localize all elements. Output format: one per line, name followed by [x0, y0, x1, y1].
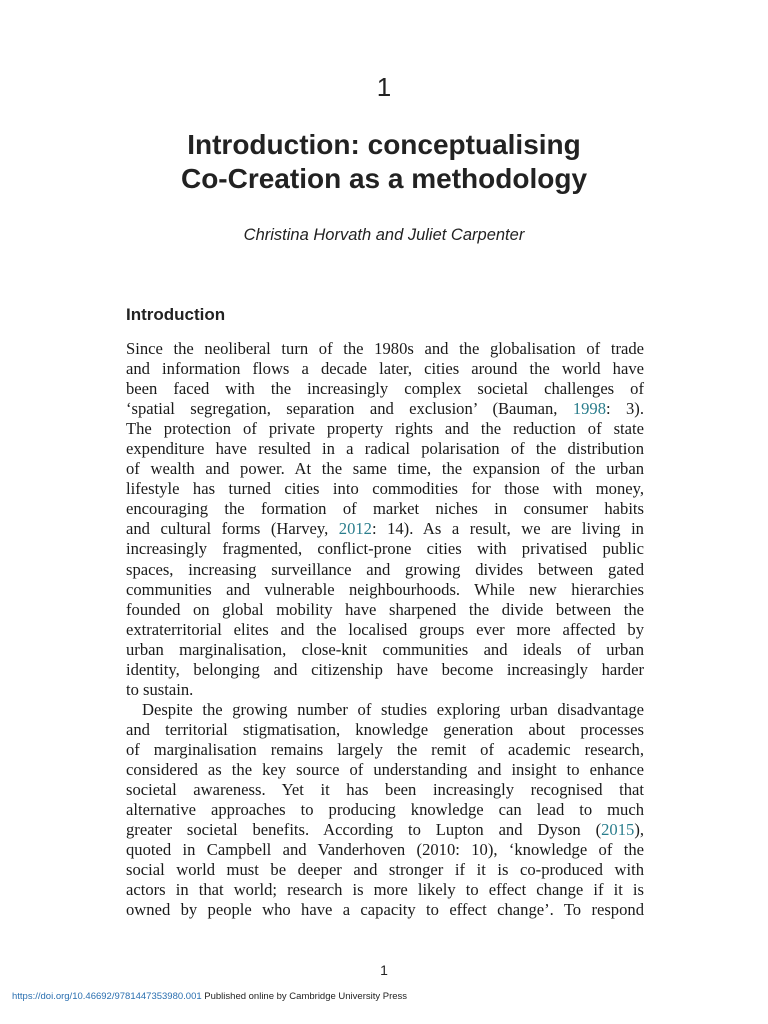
paragraph-2-line — [126, 820, 644, 840]
paragraph-1-line: and information flows a decade later, cities around the world have — [126, 359, 644, 379]
paragraph-2-line: considered as the key source of understanding and insight to enhance — [126, 759, 644, 779]
chapter-authors: Christina Horvath and Juliet Carpenter — [243, 226, 525, 244]
paragraph-1-line: identity, belonging and citizenship have become increasingly harder — [126, 659, 644, 679]
paragraph-2-line: societal awareness. Yet it has been increasingly recognised that — [126, 780, 644, 800]
citation-link-1998[interactable]: 1998 — [572, 399, 607, 419]
page-number: 1 — [380, 962, 388, 978]
paragraph-1-line: Since the neoliberal turn of the 1980s and the globalisation of trade — [126, 339, 644, 358]
chapter-title-line-2: Co-Creation as a methodology — [180, 163, 588, 194]
paragraph-1-line: been faced with the increasingly complex societal challenges of — [126, 379, 644, 399]
chapter-title-line-1: Introduction: conceptualising — [187, 129, 581, 160]
paragraph-2-line: owned by people who have a capacity to effect change’. To respond — [126, 900, 644, 920]
chapter-number: 1 — [376, 72, 392, 102]
footer — [12, 991, 407, 1002]
paragraph-1-line: expenditure have resulted in a radical polarisation of the distribution — [126, 439, 644, 459]
line-text: ), — [634, 820, 644, 840]
publisher-note: Published online by Cambridge University Press — [201, 991, 408, 1002]
citation-link-2015[interactable]: 2015 — [601, 820, 635, 840]
paragraph-2-line: Despite the growing number of studies exploring urban disadvantage — [142, 699, 644, 719]
line-text: : 14). As a result, we are living in — [371, 519, 644, 539]
chapter-title — [0, 128, 768, 196]
paragraph-1-line: founded on global mobility have sharpened the divide between the — [126, 599, 644, 619]
paragraph-2-line: quoted in Campbell and Vanderhoven (2010: 10), ‘knowledge of the — [126, 840, 644, 860]
paragraph-1-line — [126, 519, 644, 539]
paragraph-1-line: increasingly fragmented, conflict-prone cities with privatised public — [126, 539, 644, 559]
paragraph-1-line: communities and vulnerable neighbourhoods. While new hierarchies — [126, 579, 644, 599]
paragraph-1-line: spaces, increasing surveillance and growing divides between gated — [126, 559, 644, 579]
body-text — [126, 339, 644, 920]
paragraph-1-line: lifestyle has turned cities into commodities for those with money, — [126, 479, 644, 499]
line-text: and cultural forms (Harvey, — [126, 519, 339, 539]
citation-link-2012[interactable]: 2012 — [338, 519, 372, 539]
paragraph-1-line: The protection of private property rights and the reduction of state — [126, 419, 644, 439]
paragraph-2-line: actors in that world; research is more likely to effect change if it is — [126, 880, 644, 900]
line-text: ‘spatial segregation, separation and exclusion’ (Bauman, — [126, 399, 573, 419]
line-text: greater societal benefits. According to Lupton and Dyson ( — [126, 820, 602, 840]
paragraph-2-line: social world must be deeper and stronger if it is co-produced with — [126, 860, 644, 880]
line-text: : 3). — [606, 399, 644, 419]
paragraph-1-line: extraterritorial elites and the localised groups ever more affected by — [126, 619, 644, 639]
paragraph-1-line: to sustain. — [126, 679, 194, 699]
paragraph-1-line — [126, 399, 644, 419]
paragraph-2-line: alternative approaches to producing knowledge can lead to much — [126, 800, 644, 820]
paragraph-1-line: of wealth and power. At the same time, the expansion of the urban — [126, 459, 644, 479]
paragraph-2-line: and territorial stigmatisation, knowledge generation about processes — [126, 719, 644, 739]
paragraph-1-line: urban marginalisation, close-knit communities and ideals of urban — [126, 639, 644, 659]
paragraph-1-line: encouraging the formation of market niches in consumer habits — [126, 499, 644, 519]
doi-link[interactable]: https://doi.org/10.46692/9781447353980.001 — [12, 991, 202, 1002]
section-heading: Introduction — [126, 305, 226, 324]
paragraph-2-line: of marginalisation remains largely the remit of academic research, — [126, 739, 644, 759]
